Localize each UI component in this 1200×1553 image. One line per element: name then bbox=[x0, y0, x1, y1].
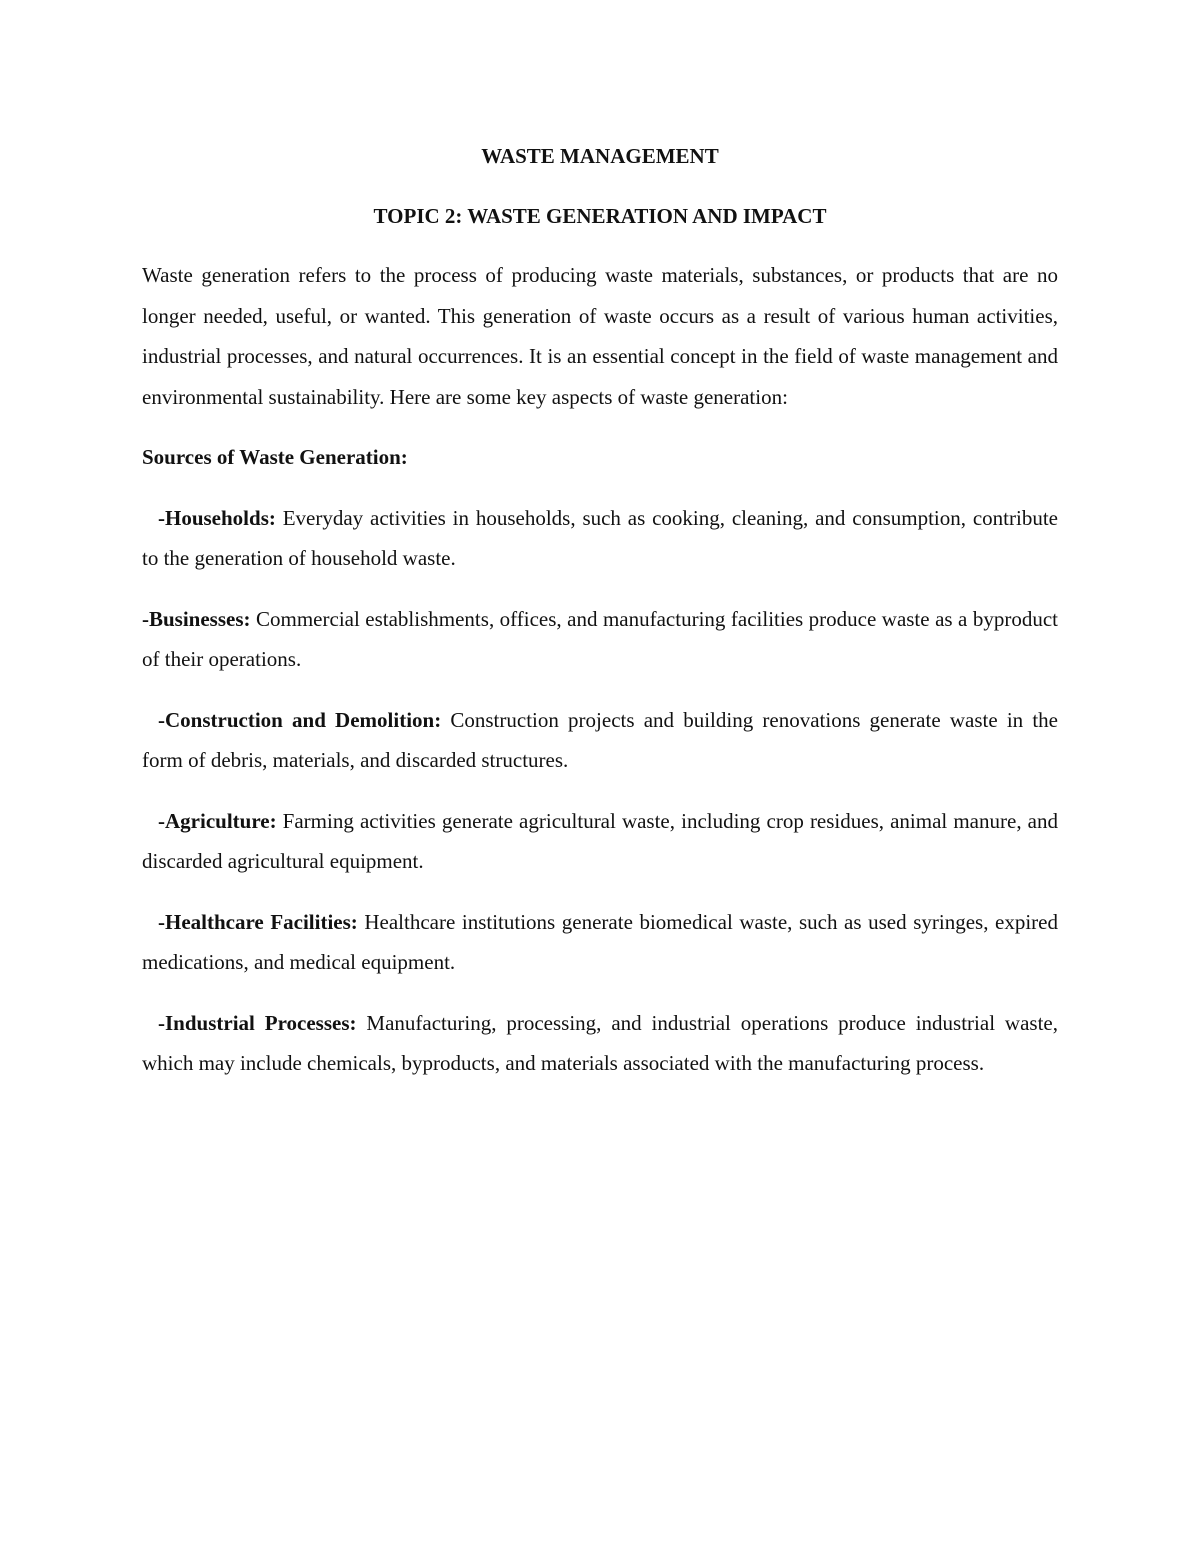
source-text: Healthcare institutions generate biomedical waste, such as used syringes, expired medications, and medical equipment. bbox=[142, 909, 1058, 974]
intro-paragraph: Waste generation refers to the process of producing waste materials, substances, or products that are no longer needed, useful, or wanted. This generation of waste occurs as a result of various human activities, industrial processes, and natural occurrences. It is an essential concept in the field of waste management and environmental sustainability. Here are some key aspects of waste generation: bbox=[142, 263, 1058, 409]
source-item-agriculture bbox=[142, 801, 1058, 882]
document-page bbox=[142, 140, 1058, 1084]
source-text: Commercial establishments, offices, and manufacturing facilities produce waste as a byproduct of their operations. bbox=[142, 606, 1058, 671]
source-label: -Industrial Processes: bbox=[158, 1010, 357, 1035]
source-text: Manufacturing, processing, and industrial operations produce industrial waste, which may include chemicals, byproducts, and materials associated with the manufacturing process. bbox=[142, 1010, 1058, 1075]
source-text: Farming activities generate agricultural waste, including crop residues, animal manure, and discarded agricultural equipment. bbox=[142, 808, 1058, 873]
source-label: -Businesses: bbox=[142, 606, 251, 631]
source-item-businesses bbox=[142, 599, 1058, 680]
source-text: Everyday activities in households, such as cooking, cleaning, and consumption, contribute to the generation of household waste. bbox=[142, 505, 1058, 570]
document-title: WASTE MANAGEMENT bbox=[481, 144, 719, 168]
source-item-households bbox=[142, 498, 1058, 579]
source-label: -Households: bbox=[158, 505, 276, 530]
source-text: Construction projects and building renovations generate waste in the form of debris, materials, and discarded structures. bbox=[142, 707, 1059, 772]
sources-heading: Sources of Waste Generation: bbox=[142, 445, 408, 469]
source-label: -Healthcare Facilities: bbox=[158, 909, 358, 934]
source-item-industrial bbox=[142, 1003, 1058, 1084]
source-label: -Construction and Demolition: bbox=[158, 707, 442, 732]
source-item-healthcare bbox=[142, 902, 1058, 983]
source-label: -Agriculture: bbox=[158, 808, 277, 833]
source-item-construction bbox=[142, 700, 1058, 781]
topic-heading: TOPIC 2: WASTE GENERATION AND IMPACT bbox=[373, 204, 827, 228]
